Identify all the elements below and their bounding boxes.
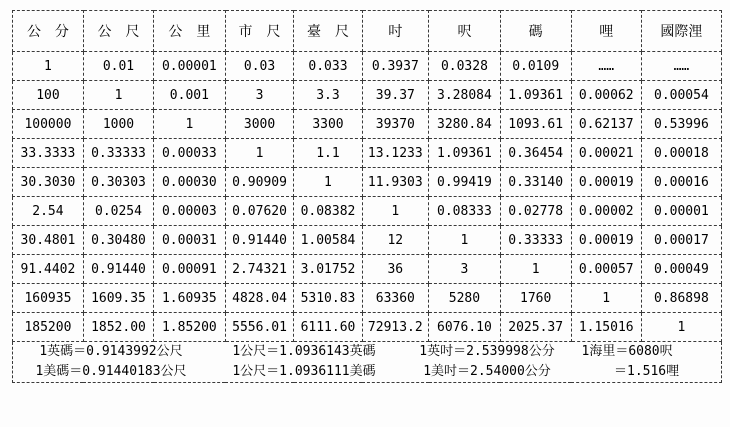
table-cell: …… <box>641 52 721 81</box>
footnote-line: 1公尺＝1.0936143英碼 <box>232 344 376 359</box>
table-cell: 0.08333 <box>429 197 501 226</box>
table-cell: 3 <box>429 255 501 284</box>
footnote-line: 1英吋＝2.539998公分 <box>419 344 555 359</box>
table-cell: 2025.37 <box>500 313 571 342</box>
column-header: 公 里 <box>154 11 226 52</box>
footnote-column <box>575 342 679 382</box>
footnotes <box>13 342 721 382</box>
table-cell: 39.37 <box>362 81 429 110</box>
table-cell: 0.91440 <box>83 255 153 284</box>
table-cell: 72913.2 <box>362 313 429 342</box>
table-cell: 3.01752 <box>294 255 362 284</box>
table-cell: 0.90909 <box>225 168 294 197</box>
table-cell: 5556.01 <box>225 313 294 342</box>
table-row <box>13 313 722 342</box>
table-body <box>13 52 722 342</box>
table-cell: 0.33333 <box>500 226 571 255</box>
table-cell: 1 <box>362 197 429 226</box>
table-cell: 0.86898 <box>641 284 721 313</box>
table-cell: 3300 <box>294 110 362 139</box>
table-cell: 36 <box>362 255 429 284</box>
table-cell: 0.00001 <box>154 52 226 81</box>
table-cell: 1609.35 <box>83 284 153 313</box>
table-cell: 0.00003 <box>154 197 226 226</box>
footnote-column <box>399 342 575 382</box>
table-cell: 0.91440 <box>225 226 294 255</box>
table-cell: 1.85200 <box>154 313 226 342</box>
table-row <box>13 284 722 313</box>
column-header: 公 分 <box>13 11 84 52</box>
length-unit-conversion-table <box>12 10 722 383</box>
table-cell: 30.3030 <box>13 168 84 197</box>
footnote-line: 1英碼＝0.9143992公尺 <box>39 344 183 359</box>
table-cell: 0.0328 <box>429 52 501 81</box>
table-cell: 0.00031 <box>154 226 226 255</box>
table-cell: 6111.60 <box>294 313 362 342</box>
table-cell: 3.3 <box>294 81 362 110</box>
table-cell: 1093.61 <box>500 110 571 139</box>
table-cell: 0.3937 <box>362 52 429 81</box>
table-cell: 0.02778 <box>500 197 571 226</box>
table-cell: 0.30480 <box>83 226 153 255</box>
table-cell: 5310.83 <box>294 284 362 313</box>
table-cell: 0.00030 <box>154 168 226 197</box>
table-cell: 0.01 <box>83 52 153 81</box>
table-cell: …… <box>571 52 641 81</box>
table-cell: 1 <box>83 81 153 110</box>
column-header: 國際浬 <box>641 11 721 52</box>
table-cell: 12 <box>362 226 429 255</box>
table-cell: 1.09361 <box>500 81 571 110</box>
table-cell: 0.001 <box>154 81 226 110</box>
table-cell: 0.00019 <box>571 226 641 255</box>
table-cell: 3 <box>225 81 294 110</box>
column-header: 吋 <box>362 11 429 52</box>
table-cell: 0.07620 <box>225 197 294 226</box>
table-cell: 0.0254 <box>83 197 153 226</box>
footnote-line: 1美吋＝2.54000公分 <box>423 364 551 379</box>
table-cell: 0.00018 <box>641 139 721 168</box>
table-cell: 1 <box>13 52 84 81</box>
table-cell: 0.30303 <box>83 168 153 197</box>
table-cell: 0.03 <box>225 52 294 81</box>
table-cell: 100 <box>13 81 84 110</box>
table-cell: 0.00062 <box>571 81 641 110</box>
header-row <box>13 11 722 52</box>
footnote-line: ＝1.516哩 <box>614 364 680 379</box>
column-header: 市 尺 <box>225 11 294 52</box>
table-cell: 0.00033 <box>154 139 226 168</box>
table-cell: 5280 <box>429 284 501 313</box>
column-header: 哩 <box>571 11 641 52</box>
footnote-column <box>209 342 399 382</box>
table-cell: 1 <box>154 110 226 139</box>
column-header: 碼 <box>500 11 571 52</box>
table-row <box>13 226 722 255</box>
table-cell: 30.4801 <box>13 226 84 255</box>
table-cell: 185200 <box>13 313 84 342</box>
table-cell: 3000 <box>225 110 294 139</box>
table-cell: 0.00054 <box>641 81 721 110</box>
table-cell: 1 <box>225 139 294 168</box>
column-header: 臺 尺 <box>294 11 362 52</box>
table-cell: 1.15016 <box>571 313 641 342</box>
table-cell: 1 <box>500 255 571 284</box>
table-row <box>13 255 722 284</box>
table-cell: 0.0109 <box>500 52 571 81</box>
table-cell: 0.33140 <box>500 168 571 197</box>
table-row <box>13 81 722 110</box>
table-cell: 1 <box>429 226 501 255</box>
table-cell: 0.62137 <box>571 110 641 139</box>
table-cell: 0.00019 <box>571 168 641 197</box>
table-cell: 3280.84 <box>429 110 501 139</box>
table-cell: 13.1233 <box>362 139 429 168</box>
column-header: 呎 <box>429 11 501 52</box>
footnote-line: 1海里＝6080呎 <box>581 344 673 359</box>
table-cell: 4828.04 <box>225 284 294 313</box>
table-cell: 39370 <box>362 110 429 139</box>
table-cell: 0.033 <box>294 52 362 81</box>
table-cell: 1.00584 <box>294 226 362 255</box>
table-cell: 1000 <box>83 110 153 139</box>
table-cell: 0.00057 <box>571 255 641 284</box>
table-cell: 100000 <box>13 110 84 139</box>
table-cell: 0.00021 <box>571 139 641 168</box>
table-cell: 2.74321 <box>225 255 294 284</box>
table-cell: 1.60935 <box>154 284 226 313</box>
table-cell: 0.33333 <box>83 139 153 168</box>
table-cell: 0.08382 <box>294 197 362 226</box>
table-row <box>13 110 722 139</box>
table-cell: 3.28084 <box>429 81 501 110</box>
table-cell: 0.99419 <box>429 168 501 197</box>
footnotes-cell <box>13 342 722 383</box>
table-cell: 1.1 <box>294 139 362 168</box>
table-cell: 0.00001 <box>641 197 721 226</box>
table-cell: 0.00049 <box>641 255 721 284</box>
table-cell: 1 <box>294 168 362 197</box>
table-cell: 0.00091 <box>154 255 226 284</box>
table-cell: 0.00002 <box>571 197 641 226</box>
footnote-line: 1美碼＝0.91440183公尺 <box>35 364 187 379</box>
table-cell: 63360 <box>362 284 429 313</box>
table-cell: 6076.10 <box>429 313 501 342</box>
table-cell: 160935 <box>13 284 84 313</box>
table-cell: 0.36454 <box>500 139 571 168</box>
footnotes-row <box>13 342 722 383</box>
table-cell: 1.09361 <box>429 139 501 168</box>
table-row <box>13 139 722 168</box>
table-cell: 1 <box>641 313 721 342</box>
table-cell: 1760 <box>500 284 571 313</box>
footnote-line: 1公尺＝1.0936111美碼 <box>232 364 376 379</box>
table-cell: 0.53996 <box>641 110 721 139</box>
footnote-column <box>13 342 209 382</box>
table-row <box>13 52 722 81</box>
table-cell: 11.9303 <box>362 168 429 197</box>
table-row <box>13 197 722 226</box>
table-cell: 0.00016 <box>641 168 721 197</box>
table-cell: 33.3333 <box>13 139 84 168</box>
table-row <box>13 168 722 197</box>
table-cell: 0.00017 <box>641 226 721 255</box>
table-cell: 2.54 <box>13 197 84 226</box>
column-header: 公 尺 <box>83 11 153 52</box>
table-cell: 1 <box>571 284 641 313</box>
table-cell: 1852.00 <box>83 313 153 342</box>
table-cell: 91.4402 <box>13 255 84 284</box>
